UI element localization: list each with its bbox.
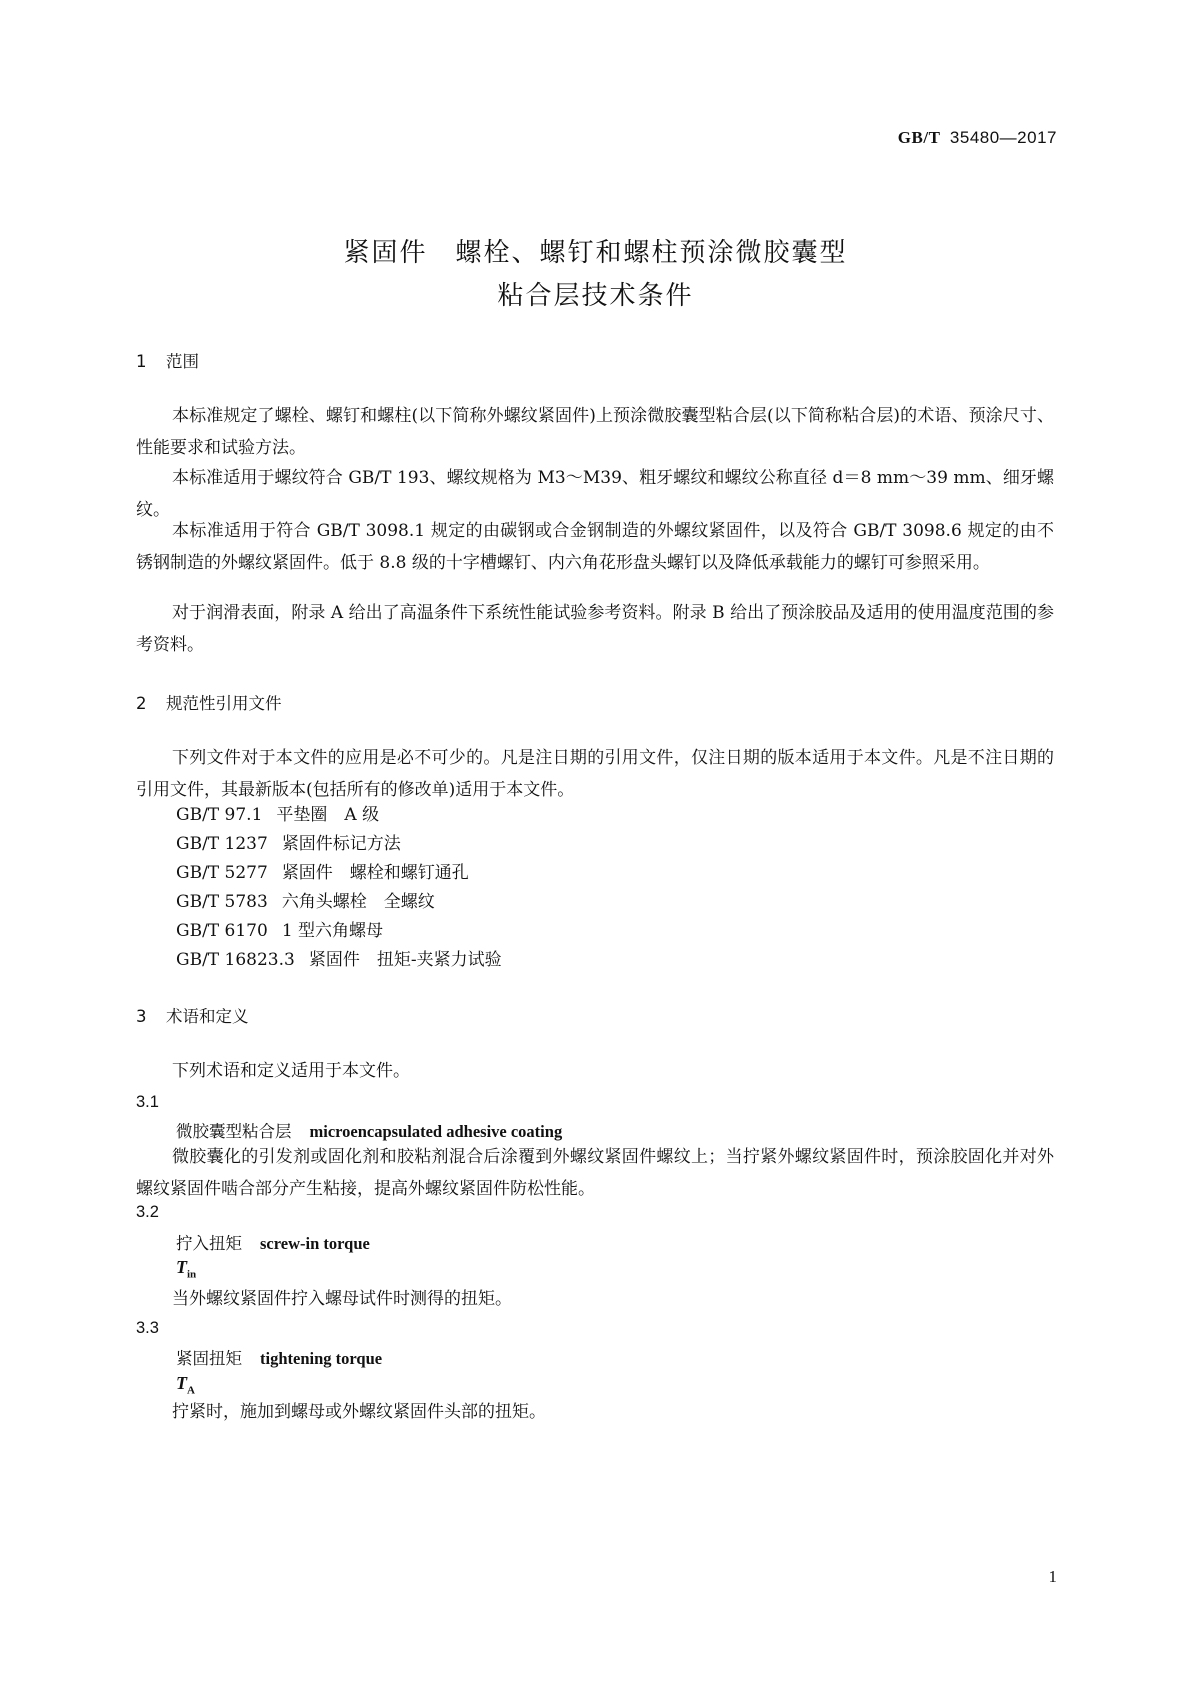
term-english: tightening torque bbox=[260, 1349, 383, 1368]
term-heading bbox=[176, 1230, 370, 1254]
term-heading bbox=[176, 1118, 562, 1142]
symbol-letter: T bbox=[176, 1373, 187, 1393]
section-3-heading bbox=[136, 1003, 249, 1027]
symbol-subscript: A bbox=[187, 1384, 195, 1397]
reference-code: GB/T 5277 bbox=[176, 863, 268, 883]
reference-code: GB/T 16823.3 bbox=[176, 950, 295, 970]
standard-number bbox=[898, 128, 1057, 148]
reference-item bbox=[176, 916, 383, 947]
clause-number: 3.3 bbox=[136, 1319, 159, 1337]
reference-code: GB/T 5783 bbox=[176, 892, 268, 912]
section-number: 2 bbox=[136, 694, 147, 713]
term-english: screw-in torque bbox=[260, 1234, 370, 1253]
document-title-line-1: 紧固件 螺栓、螺钉和螺柱预涂微胶囊型 bbox=[343, 238, 848, 268]
section-2-heading bbox=[136, 690, 282, 714]
normative-intro: 下列文件对于本文件的应用是必不可少的。凡是注日期的引用文件，仅注日期的版本适用于本文件。凡是不注日期的引用文件，其最新版本(包括所有的修改单)适用于本文件。 bbox=[136, 748, 1054, 800]
scope-paragraph-2: 本标准适用于螺纹符合 GB/T 193、螺纹规格为 M3～M39、粗牙螺纹和螺纹公称直径 d＝8 mm～39 mm、细牙螺纹。 bbox=[136, 468, 1054, 520]
section-1-heading bbox=[136, 348, 199, 372]
scope-paragraph-1: 本标准规定了螺栓、螺钉和螺柱(以下简称外螺纹紧固件)上预涂微胶囊型粘合层(以下简称粘合层)的术语、预涂尺寸、性能要求和试验方法。 bbox=[136, 406, 1054, 458]
reference-code: GB/T 97.1 bbox=[176, 805, 263, 825]
reference-item bbox=[176, 829, 401, 860]
section-title: 术语和定义 bbox=[166, 1007, 249, 1026]
reference-code: GB/T 6170 bbox=[176, 921, 268, 941]
reference-title: 紧固件 扭矩-夹紧力试验 bbox=[308, 950, 502, 970]
reference-code: GB/T 1237 bbox=[176, 834, 268, 854]
term-chinese: 拧入扭矩 bbox=[176, 1234, 242, 1253]
section-title: 范围 bbox=[166, 352, 199, 371]
term-chinese: 微胶囊型粘合层 bbox=[176, 1122, 292, 1141]
clause-number: 3.2 bbox=[136, 1203, 159, 1221]
standard-prefix: GB/T bbox=[897, 128, 941, 147]
symbol-letter: T bbox=[176, 1257, 187, 1277]
symbol-subscript: in bbox=[187, 1268, 197, 1281]
term-symbol bbox=[176, 1257, 196, 1281]
reference-title: 六角头螺栓 全螺纹 bbox=[281, 892, 435, 912]
section-number: 3 bbox=[136, 1007, 147, 1026]
clause-number: 3.1 bbox=[136, 1093, 159, 1111]
section-title: 规范性引用文件 bbox=[166, 694, 282, 713]
reference-item bbox=[176, 945, 502, 976]
term-english: microencapsulated adhesive coating bbox=[309, 1122, 563, 1141]
reference-item bbox=[176, 858, 469, 889]
term-definition: 当外螺纹紧固件拧入螺母试件时测得的扭矩。 bbox=[172, 1289, 512, 1309]
term-heading bbox=[176, 1345, 382, 1369]
term-symbol bbox=[176, 1373, 195, 1397]
reference-title: 紧固件标记方法 bbox=[281, 834, 401, 854]
terms-intro: 下列术语和定义适用于本文件。 bbox=[172, 1061, 410, 1081]
section-number: 1 bbox=[136, 352, 147, 371]
reference-title: 平垫圈 A 级 bbox=[276, 805, 380, 825]
page-number: 1 bbox=[1048, 1567, 1057, 1586]
term-definition: 拧紧时，施加到螺母或外螺纹紧固件头部的扭矩。 bbox=[172, 1402, 546, 1422]
reference-item bbox=[176, 887, 435, 918]
reference-item bbox=[176, 800, 379, 831]
term-chinese: 紧固扭矩 bbox=[176, 1349, 242, 1368]
term-definition: 微胶囊化的引发剂或固化剂和胶粘剂混合后涂覆到外螺纹紧固件螺纹上；当拧紧外螺纹紧固件时，预涂胶固化并对外螺纹紧固件啮合部分产生粘接，提高外螺纹紧固件防松性能。 bbox=[136, 1147, 1054, 1199]
standard-code: 35480—2017 bbox=[949, 128, 1057, 147]
reference-title: 1 型六角螺母 bbox=[281, 921, 384, 941]
document-title-line-2: 粘合层技术条件 bbox=[497, 281, 694, 311]
scope-paragraph-3: 本标准适用于符合 GB/T 3098.1 规定的由碳钢或合金钢制造的外螺纹紧固件，以及符合 GB/T 3098.6 规定的由不锈钢制造的外螺纹紧固件。低于 8.8 级的十字槽螺钉、内六角花形盘头螺钉以及降低承载能力的螺钉可参照采用。 bbox=[136, 521, 1054, 573]
reference-title: 紧固件 螺栓和螺钉通孔 bbox=[281, 863, 469, 883]
scope-paragraph-4: 对于润滑表面，附录 A 给出了高温条件下系统性能试验参考资料。附录 B 给出了预涂胶品及适用的使用温度范围的参考资料。 bbox=[136, 603, 1054, 655]
